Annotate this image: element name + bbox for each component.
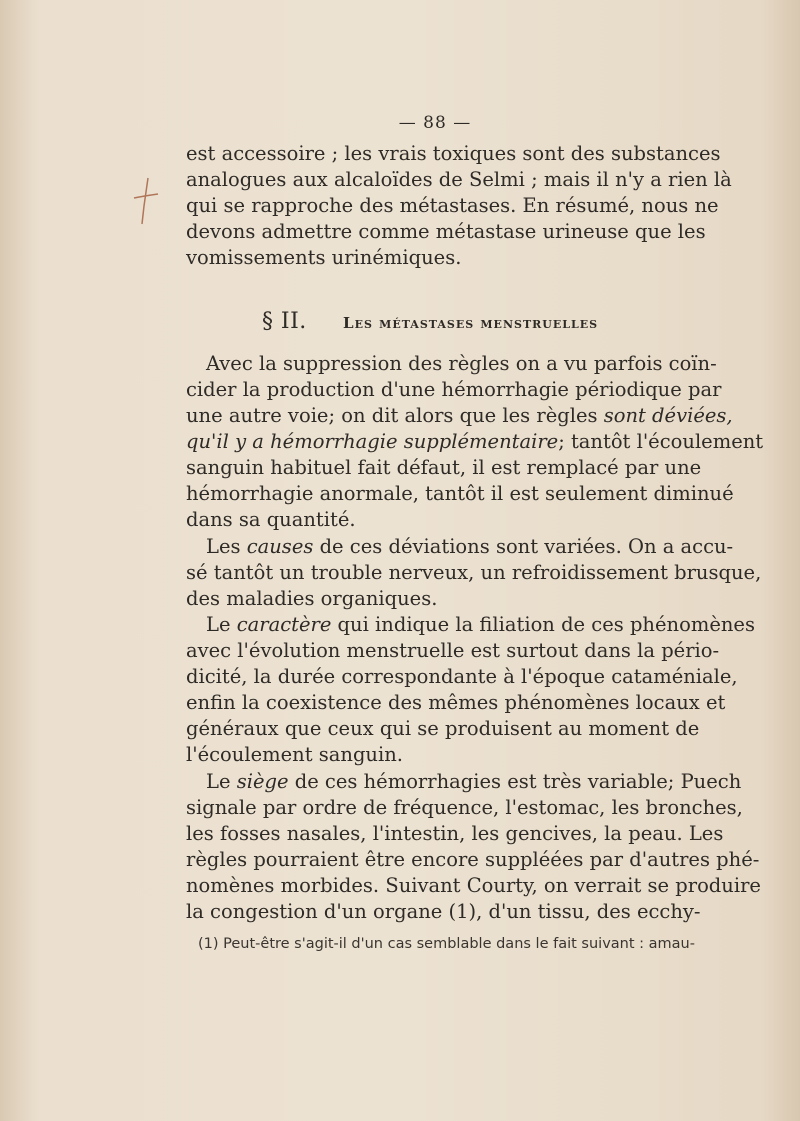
text-line: hémorrhagie anormale, tantôt il est seulement diminué — [186, 482, 734, 505]
footnote: (1) Peut-être s'agit-il d'un cas semblable dans le fait suivant : amau- — [198, 936, 695, 952]
text-line: dicité, la durée correspondante à l'époque cataméniale, — [186, 665, 738, 688]
section-number: § II. — [261, 309, 307, 334]
text-line: qui se rapproche des métastases. En résumé, nous ne — [186, 194, 719, 217]
text-line: la congestion d'un organe (1), d'un tissu, des ecchy- — [186, 900, 701, 923]
section-heading — [0, 309, 800, 334]
text-line: Le caractère qui indique la filiation de ces phénomènes — [206, 613, 755, 636]
text-line: sé tantôt un trouble nerveux, un refroidissement brusque, — [186, 561, 762, 584]
text-line: Le siège de ces hémorrhagies est très variable; Puech — [206, 770, 742, 793]
text-line: généraux que ceux qui se produisent au moment de — [186, 717, 700, 740]
text-line: nomènes morbides. Suivant Courty, on verrait se produire — [186, 874, 761, 897]
text-line: signale par ordre de fréquence, l'estomac, les bronches, — [186, 796, 743, 819]
text-line: les fosses nasales, l'intestin, les gencives, la peau. Les — [186, 822, 724, 845]
text-line: une autre voie; on dit alors que les règles sont déviées, — [186, 404, 733, 427]
pencil-margin-mark — [130, 176, 160, 226]
text-line: règles pourraient être encore suppléées par d'autres phé- — [186, 848, 760, 871]
text-line: Les causes de ces déviations sont variées. On a accu- — [206, 535, 734, 558]
text-line: dans sa quantité. — [186, 508, 356, 531]
text-line: qu'il y a hémorrhagie supplémentaire; tantôt l'écoulement — [186, 430, 764, 453]
text-line: avec l'évolution menstruelle est surtout dans la pério- — [186, 639, 720, 662]
text-line: sanguin habituel fait défaut, il est remplacé par une — [186, 456, 702, 479]
text-line: enfin la coexistence des mêmes phénomènes locaux et — [186, 691, 726, 714]
text-line: analogues aux alcaloïdes de Selmi ; mais il n'y a rien là — [186, 168, 732, 191]
text-line: devons admettre comme métastase urineuse que les — [186, 220, 706, 243]
section-title: Les métastases menstruelles — [343, 314, 599, 332]
text-line: est accessoire ; les vrais toxiques sont des substances — [186, 142, 721, 165]
text-line: vomissements urinémiques. — [186, 246, 462, 269]
text-line: l'écoulement sanguin. — [186, 743, 403, 766]
page-number: — 88 — — [398, 113, 472, 133]
text-line: des maladies organiques. — [186, 587, 438, 610]
text-line: Avec la suppression des règles on a vu parfois coïn- — [206, 352, 717, 375]
text-line: cider la production d'une hémorrhagie périodique par — [186, 378, 722, 401]
